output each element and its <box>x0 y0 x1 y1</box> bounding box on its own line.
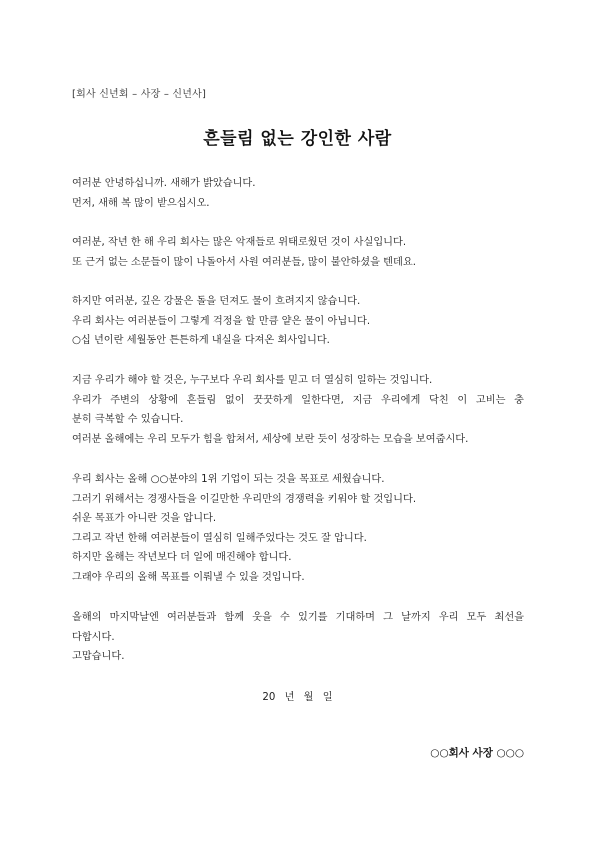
paragraph-2 <box>72 233 524 272</box>
text-line: 여러분 올해에는 우리 모두가 힘을 합쳐서, 세상에 보란 듯이 성장하는 모습을 보여줍시다. <box>72 433 469 445</box>
text-line: 그러기 위해서는 경쟁사들을 이길만한 우리만의 경쟁력을 키워야 할 것입니다. <box>72 493 417 505</box>
document-date: 20 년 월 일 <box>262 692 333 703</box>
text-line: 우리 회사는 여러분들이 그렇게 걱정을 할 만큼 얕은 물이 아닙니다. <box>72 315 371 327</box>
text-line: 그리고 작년 한해 여러분들이 열심히 일해주었다는 것도 잘 압니다. <box>72 532 367 544</box>
text-line: 분히 극복할 수 있습니다. <box>72 414 184 426</box>
text-line: 올해의 마지막날엔 여러분들과 함께 웃을 수 있기를 기대하며 그 날까지 우리 모두 최선을 <box>72 612 524 623</box>
document-signature: ○○회사 사장 ○○○ <box>430 747 524 759</box>
text-line: 우리가 주변의 상황에 흔들림 없이 꿋꿋하게 일한다면, 지금 우리에게 닥친 이 고비는 충 <box>72 394 524 406</box>
text-line: 여러분 안녕하십니까. 새해가 밝았습니다. <box>72 178 256 189</box>
text-line: 다합시다. <box>72 631 115 643</box>
text-line: 여러분, 작년 한 해 우리 회사는 많은 악재들로 위태로웠던 것이 사실입니다. <box>72 237 407 248</box>
paragraph-6 <box>72 608 524 667</box>
text-line: 그래야 우리의 올해 목표를 이뤄낼 수 있을 것입니다. <box>72 571 305 583</box>
paragraph-4 <box>72 371 524 449</box>
text-line: 우리 회사는 올해 ○○분야의 1위 기업이 되는 것을 목표로 세웠습니다. <box>72 474 385 485</box>
paragraph-1 <box>72 174 524 213</box>
paragraph-3 <box>72 292 524 351</box>
text-line: 지금 우리가 해야 할 것은, 누구보다 우리 회사를 믿고 더 열심히 일하는 것입니다. <box>72 375 433 386</box>
text-line: 하지만 여러분, 깊은 강물은 돌을 던져도 물이 흐려지지 않습니다. <box>72 296 361 307</box>
document-category: [회사 신년회 – 사장 – 신년사] <box>72 89 207 100</box>
text-line: ○십 년이란 세월동안 튼튼하게 내실을 다져온 회사입니다. <box>72 335 330 347</box>
text-line: 하지만 올해는 작년보다 더 일에 매진해야 합니다. <box>72 552 292 564</box>
paragraph-5 <box>72 470 524 588</box>
text-line: 먼저, 새해 복 많이 받으십시오. <box>72 197 210 209</box>
text-line: 고맙습니다. <box>72 651 125 663</box>
document-title: 흔들림 없는 강인한 사람 <box>203 129 392 149</box>
text-line: 쉬운 목표가 아니란 것을 압니다. <box>72 513 217 525</box>
text-line: 또 근거 없는 소문들이 많이 나돌아서 사원 여러분들, 많이 불안하셨을 텐데요. <box>72 256 416 268</box>
